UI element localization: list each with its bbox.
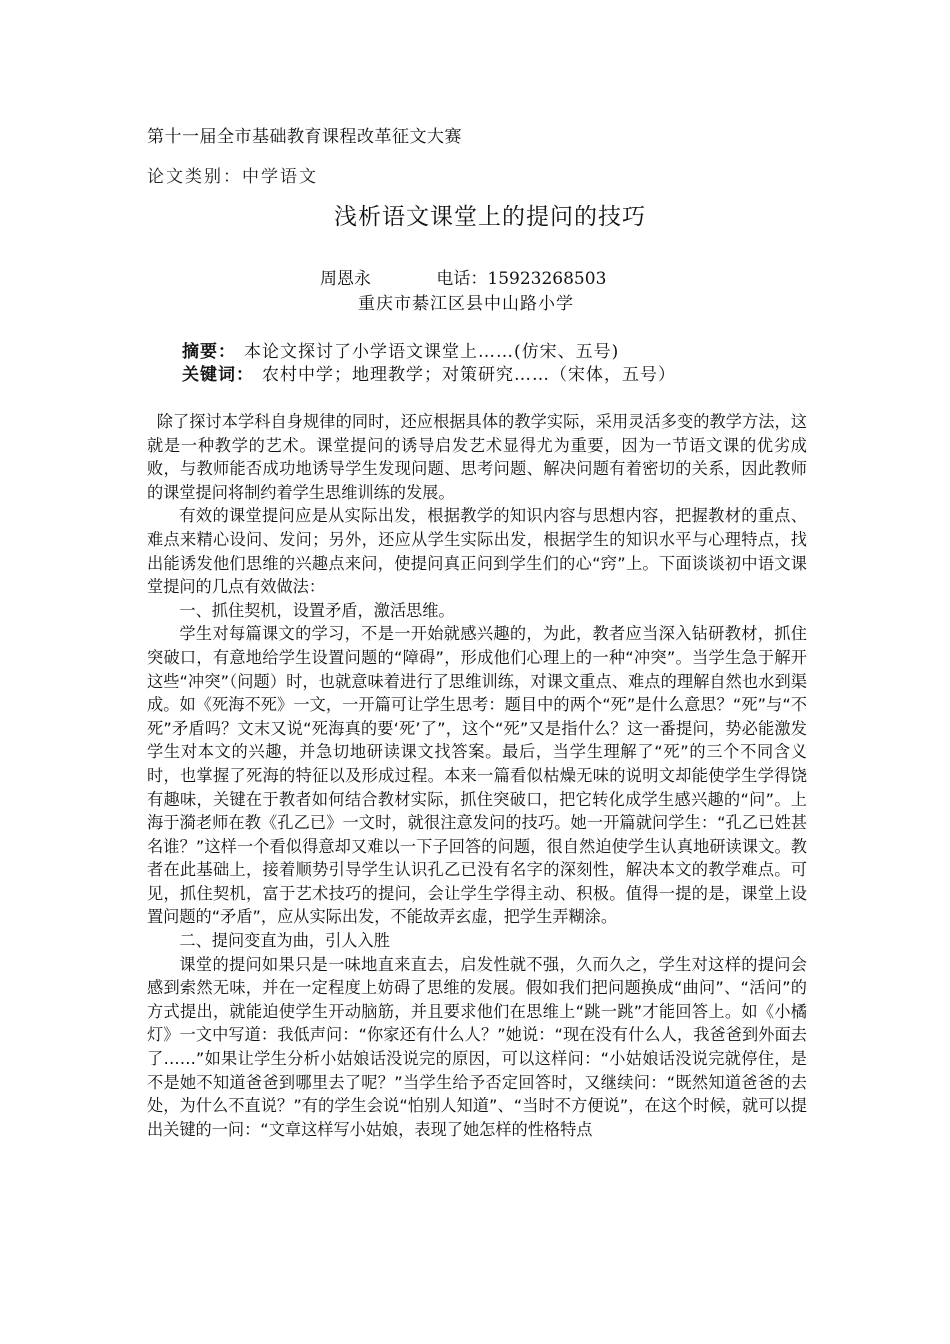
- abstract-text: 本论文探讨了小学语文课堂上……(仿宋、五号): [244, 342, 620, 362]
- section-heading-1: 一、抓住契机，设置矛盾，激活思维。: [179, 600, 455, 620]
- author-school: 重庆市綦江区县中山路小学: [358, 294, 574, 314]
- keywords: [182, 360, 676, 385]
- body-text: [147, 410, 807, 1141]
- author-phone: 电话：15923268503: [436, 269, 607, 289]
- paper-title: 浅析语文课堂上的提问的技巧: [334, 204, 646, 230]
- author-line: [320, 264, 606, 289]
- abstract-label: 摘要：: [182, 342, 236, 362]
- keywords-text: 农村中学；地理教学；对策研究……（宋体，五号）: [262, 365, 676, 385]
- author-name: 周恩永: [320, 269, 371, 289]
- abstract: [182, 337, 619, 362]
- body-paragraph-4: 课堂的提问如果只是一味地直来直去，启发性就不强，久而久之，学生对这样的提问会感到索然无味，并在一定程度上妨碍了思维的发展。假如我们把问题换成“曲问”、“活问”的方式提出，就能迫使学生开动脑筋，并且要求他们在思维上“跳一跳”才能回答上。如《小橘灯》一文中写道：我低声问：“你家还有什么人？”她说：“现在没有什么人，我爸爸到外面去了……”如果让学生分析小姑娘话没说完的原因，可以这样问：“小姑娘话没说完就停住，是不是她不知道爸爸到哪里去了呢？”当学生给予否定回答时，又继续问：“既然知道爸爸的去处，为什么不直说？”有的学生会说“怕别人知道”、“当时不方便说”，在这个时候，就可以提出关键的一问：“文章这样写小姑娘，表现了她怎样的性格特点: [147, 954, 807, 1139]
- body-paragraph-2: 有效的课堂提问应是从实际出发，根据教学的知识内容与思想内容，把握教材的重点、难点来精心设问、发问；另外，还应从学生实际出发，根据学生的知识水平与心理特点，找出能诱发他们思维的兴趣点来问，使提问真正问到学生们的心“窍”上。下面谈谈初中语文课堂提问的几点有效做法：: [147, 506, 807, 597]
- keywords-label: 关键词：: [182, 365, 254, 385]
- contest-heading: 第十一届全市基础教育课程改革征文大赛: [147, 127, 462, 147]
- paper-category: 论文类别：中学语文: [147, 167, 318, 187]
- body-paragraph-1: 除了探讨本学科自身规律的同时，还应根据具体的教学实际，采用灵活多变的教学方法，这就是一种教学的艺术。课堂提问的诱导启发艺术显得尤为重要，因为一节语文课的优劣成败，与教师能否成功地诱导学生发现问题、思考问题、解决问题有着密切的关系，因此教师的课堂提问将制约着学生思维训练的发展。: [147, 412, 807, 502]
- section-heading-2: 二、提问变直为曲，引人入胜: [179, 931, 390, 951]
- body-paragraph-3: 学生对每篇课文的学习，不是一开始就感兴趣的，为此，教者应当深入钻研教材，抓住突破口，有意地给学生设置问题的“障碍”，形成他们心理上的一种“冲突”。当学生急于解开这些“冲突”（问题）时，也就意味着进行了思维训练，对课文重点、难点的理解自然也水到渠成。如《死海不死》一文，一开篇可让学生思考：题目中的两个“死”是什么意思？“死”与“不死”矛盾吗？文末又说“死海真的要‘死’了”，这个“死”又是指什么？这一番提问，势必能激发学生对本文的兴趣，并急切地研读课文找答案。最后，当学生理解了“死”的三个不同含义时，也掌握了死海的特征以及形成过程。本来一篇看似枯燥无味的说明文却能使学生学得饶有趣味，关键在于教者如何结合教材实际，抓住突破口，把它转化成学生感兴趣的“问”。上海于漪老师在教《孔乙已》一文时，就很注意发问的技巧。她一开篇就问学生：“孔乙已姓甚名谁？”这样一个看似得意却又难以一下子回答的问题，很自然迫使学生认真地研读课文。教者在此基础上，接着顺势引导学生认识孔乙已没有名字的深刻性，解决本文的教学难点。可见，抓住契机，富于艺术技巧的提问，会让学生学得主动、积极。值得一提的是，课堂上设置问题的“矛盾”，应从实际出发，不能故弄玄虚，把学生弄糊涂。: [147, 624, 807, 927]
